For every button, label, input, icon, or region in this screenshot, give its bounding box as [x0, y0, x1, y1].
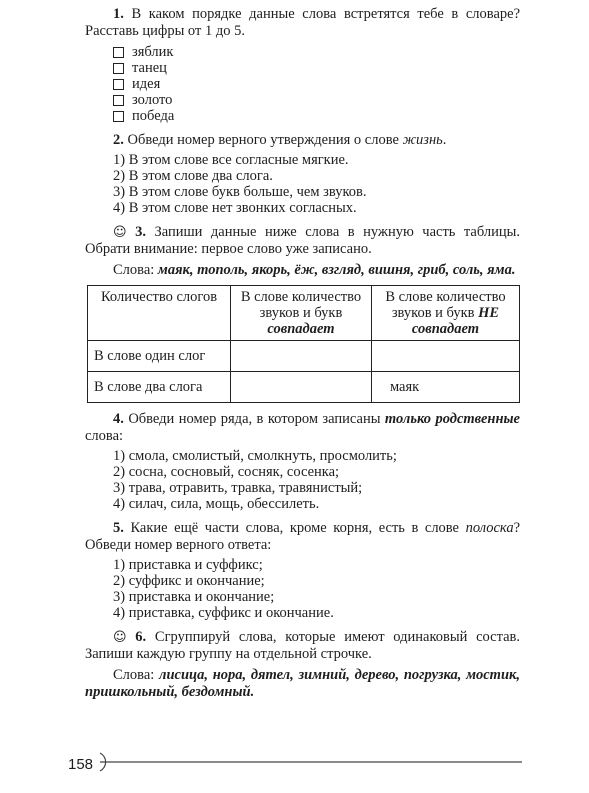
page-number-frame	[64, 750, 524, 772]
smiley-icon: ☺	[113, 630, 127, 645]
task5-tail: ? Обведи номер верного ответа:	[85, 520, 521, 553]
list-item	[113, 44, 520, 60]
table-header-cell	[231, 286, 372, 341]
option-item[interactable]: 1) В этом слове все согласные мягкие.	[113, 152, 349, 168]
table-header-row	[88, 286, 520, 341]
task4-tail: слова:	[85, 428, 124, 444]
task3-table	[87, 285, 520, 403]
task1-text: В каком порядке данные слова встретятся тебе в словаре? Расставь цифры от 1 до 5.	[85, 6, 521, 39]
task1-number: 1.	[113, 6, 124, 22]
option-item[interactable]: 1) приставка и суффикс;	[113, 557, 263, 573]
table-row-label: В слове два слога	[88, 372, 231, 403]
list-item	[113, 92, 520, 108]
table-cell[interactable]: маяк	[371, 372, 519, 403]
page-footer	[64, 750, 524, 773]
header-text: Количество слогов	[100, 289, 218, 305]
header-emphasis: НЕ совпадает	[411, 305, 500, 337]
table-cell[interactable]	[231, 372, 372, 403]
option-item[interactable]: 1) смола, смолистый, смолкнуть, просмолить;	[113, 448, 397, 464]
word-label: зяблик	[132, 43, 174, 60]
word-label: танец	[132, 59, 167, 76]
table-row	[88, 341, 520, 372]
option-item[interactable]: 3) В этом слове букв больше, чем звуков.	[113, 184, 367, 200]
table-cell[interactable]	[231, 341, 372, 372]
task6-words	[85, 667, 520, 701]
table-row-label: В слове один слог	[88, 341, 231, 372]
option-item[interactable]: 2) В этом слове два слога.	[113, 168, 273, 184]
table-cell[interactable]	[371, 341, 519, 372]
word-label: победа	[132, 107, 175, 124]
task2-prompt: 2. Обведи номер верного утверждения о слове жизнь.	[113, 132, 447, 148]
smiley-icon: ☺	[113, 225, 127, 240]
table-row	[88, 372, 520, 403]
task3-text: Запиши данные ниже слова в нужную часть таблицы. Обрати внимание: первое слово уже записано.	[85, 224, 521, 257]
task4-text: Обведи номер ряда, в котором записаны	[128, 411, 381, 427]
header-text: В слове количество звуков и букв	[385, 289, 506, 321]
task5-word: полоска	[465, 520, 514, 536]
words-label: Слова:	[113, 262, 155, 278]
option-item[interactable]: 4) В этом слове нет звонких согласных.	[113, 200, 357, 216]
list-item	[113, 76, 520, 92]
task4-prompt	[85, 411, 520, 445]
task2-text: Обведи номер верного утверждения о слове	[127, 132, 399, 148]
header-emphasis: совпадает	[267, 321, 335, 337]
checkbox[interactable]	[113, 63, 124, 74]
task3-number: 3.	[135, 224, 146, 240]
list-item	[113, 60, 520, 76]
task1-word-list	[113, 44, 520, 124]
option-item[interactable]: 4) приставка, суффикс и окончание.	[113, 605, 334, 621]
checkbox[interactable]	[113, 79, 124, 90]
option-item[interactable]: 3) приставка и окончание;	[113, 589, 275, 605]
task5-prompt	[85, 520, 520, 554]
task1-prompt	[85, 6, 520, 40]
task2-options	[113, 152, 520, 216]
page-number: 158	[68, 756, 94, 773]
option-item[interactable]: 2) сосна, сосновый, сосняк, сосенка;	[113, 464, 340, 480]
task6-number: 6.	[135, 629, 147, 645]
task3-words	[85, 262, 520, 279]
task6-prompt	[85, 629, 520, 663]
list-item	[113, 108, 520, 124]
word-label: идея	[132, 75, 161, 92]
words-label: Слова:	[113, 667, 155, 683]
task6-text: Сгруппируй слова, которые имеют одинаковый состав. Запиши каждую группу на отдельной строчке.	[85, 629, 520, 662]
words-list: маяк, тополь, якорь, ёж, взгляд, вишня, гриб, соль, яма.	[157, 262, 516, 278]
checkbox[interactable]	[113, 111, 124, 122]
option-item[interactable]: 4) силач, сила, мощь, обессилеть.	[113, 496, 320, 512]
task2-word: жизнь	[402, 132, 443, 148]
table-header-cell	[371, 286, 519, 341]
worksheet-page	[85, 6, 520, 701]
task5-options	[113, 557, 520, 621]
task3-prompt	[85, 224, 520, 258]
task4-emphasis: только родственные	[384, 411, 520, 427]
task2-number: 2.	[113, 132, 124, 148]
words-list: лисица, нора, дятел, зимний, дерево, погрузка, мостик, пришкольный, бездомный.	[85, 667, 521, 700]
option-item[interactable]: 2) суффикс и окончание;	[113, 573, 265, 589]
word-label: золото	[132, 91, 173, 108]
header-text: В слове количество звуков и букв	[240, 289, 362, 321]
checkbox[interactable]	[113, 95, 124, 106]
option-item[interactable]: 3) трава, отравить, травка, травянистый;	[113, 480, 363, 496]
checkbox[interactable]	[113, 47, 124, 58]
task5-text: Какие ещё части слова, кроме корня, есть в слове	[130, 520, 459, 536]
task4-options	[113, 448, 520, 512]
task4-number: 4.	[113, 411, 124, 427]
table-header-cell	[88, 286, 231, 341]
task5-number: 5.	[113, 520, 124, 536]
